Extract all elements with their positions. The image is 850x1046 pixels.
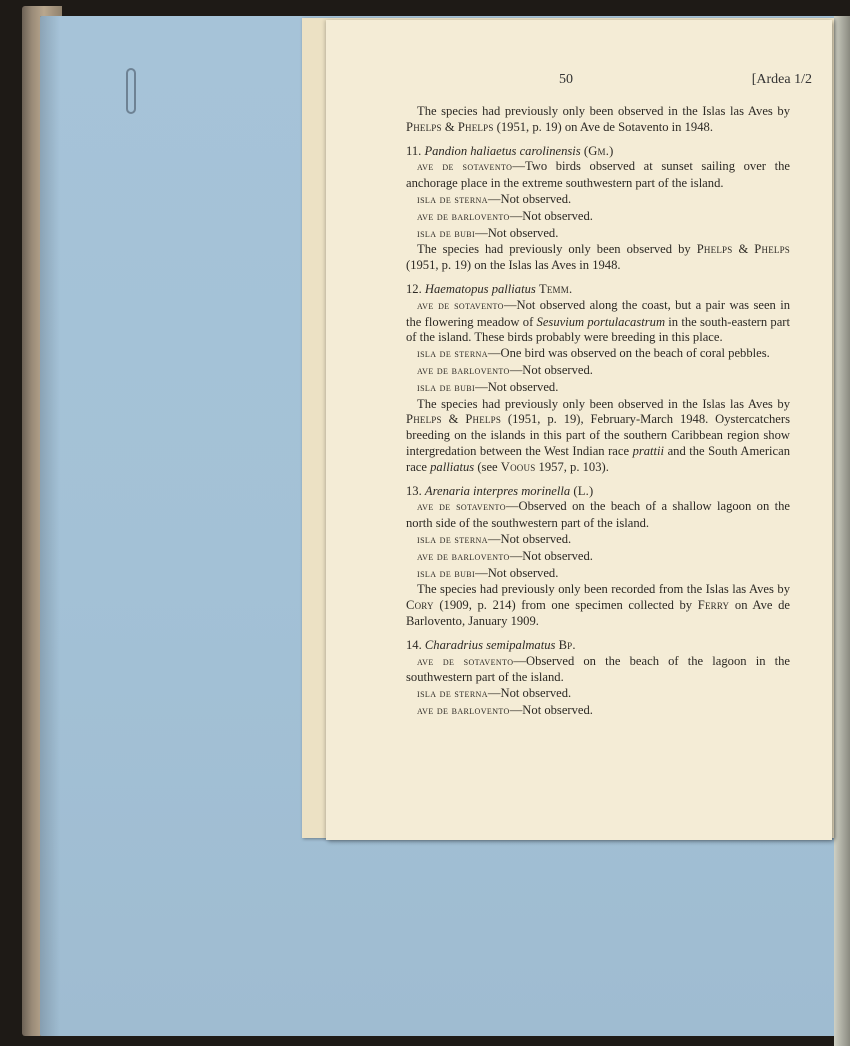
- species-heading-13: 13. Arenaria interpres morinella (L.): [406, 483, 594, 498]
- page-stack-edge: [834, 16, 850, 1046]
- species-note: The species had previously only been observed by Phelps & Phelps (1951, p. 19) on the Islas las Aves in 1948.: [406, 242, 791, 273]
- species-heading-14: 14. Charadrius semipalmatus Bp.: [406, 637, 576, 652]
- entry-sotavento: ave de sotavento—Two birds observed at sunset sailing over the anchorage place in the extreme southwestern part of the island.: [406, 159, 791, 191]
- species-heading-11: 11. Pandion haliaetus carolinensis (Gm.): [406, 143, 614, 158]
- page-number: 50: [559, 72, 573, 87]
- entry-bubi: isla de bubi—Not observed.: [417, 379, 559, 394]
- paragraph-previous-species-note: The species had previously only been observed in the Islas las Aves by Phelps & Phelps (1951, p. 19) on Ave de Sotavento in 1948.: [406, 104, 790, 134]
- entry-sotavento: ave de sotavento—Not observed along the coast, but a pair was seen in the flowering meadow of Sesuvium portulacastrum in the south-eastern part of the island. These birds probably were breeding in this place.: [406, 297, 791, 345]
- paper-clip-icon: [126, 68, 136, 114]
- species-heading-12: 12. Haematopus palliatus Temm.: [406, 281, 573, 296]
- entry-barlovento: ave de barlovento—Not observed.: [417, 362, 593, 377]
- page-body: [406, 104, 790, 720]
- entry-sotavento: ave de sotavento—Observed on the beach of a shallow lagoon on the north side of the southwestern part of the island.: [406, 499, 791, 531]
- page-header: [326, 72, 832, 92]
- entry-bubi: isla de bubi—Not observed.: [417, 225, 559, 240]
- entry-sterna: isla de sterna—One bird was observed on the beach of coral pebbles.: [417, 346, 770, 361]
- entry-barlovento: ave de barlovento—Not observed.: [417, 208, 593, 223]
- entry-barlovento: ave de barlovento—Not observed.: [417, 548, 593, 563]
- entry-barlovento: ave de barlovento—Not observed.: [417, 702, 593, 717]
- entry-sterna: isla de sterna—Not observed.: [417, 191, 572, 206]
- endpaper-shadow: [40, 16, 60, 1036]
- entry-sterna: isla de sterna—Not observed.: [417, 686, 572, 701]
- running-head: [Ardea 1/2: [751, 72, 812, 87]
- book-page: [326, 20, 832, 840]
- entry-sterna: isla de sterna—Not observed.: [417, 531, 572, 546]
- species-note: The species had previously only been recorded from the Islas las Aves by Cory (1909, p. 214) from one specimen collected by Ferry on Ave de Barlovento, January 1909.: [406, 582, 790, 628]
- entry-sotavento: ave de sotavento—Observed on the beach of the lagoon in the southwestern part of the island.: [406, 653, 791, 685]
- entry-bubi: isla de bubi—Not observed.: [417, 565, 559, 580]
- species-note: The species had previously only been observed in the Islas las Aves by Phelps & Phelps (1951, p. 19), February-March 1948. Oystercatchers breeding on the islands in this part of the southern Caribbean region show intergredation between the West Indian race prattii and the South American race palliatus (see Voous 1957, p. 103).: [406, 396, 790, 474]
